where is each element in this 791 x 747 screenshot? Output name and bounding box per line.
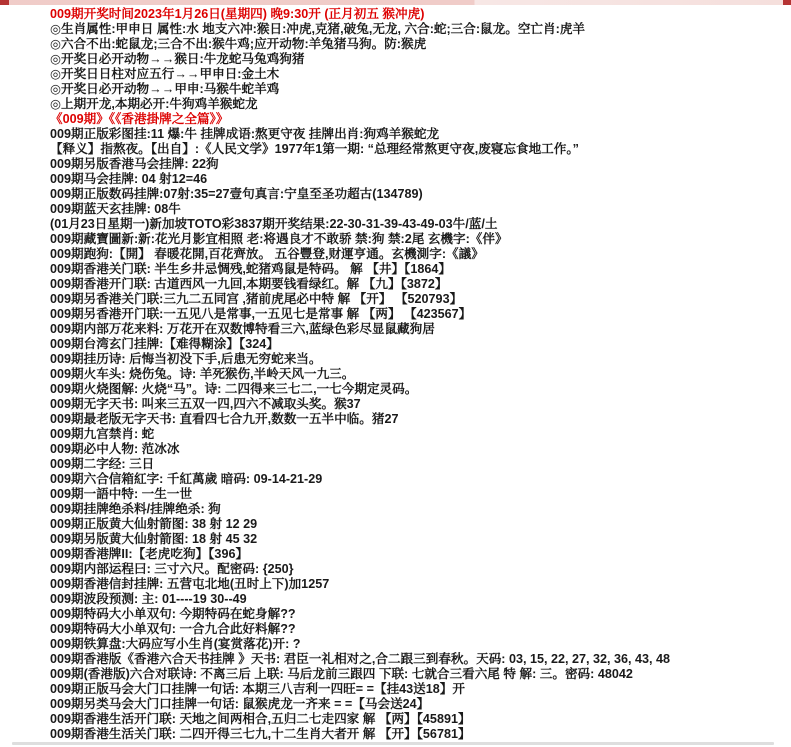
text-line-14: 009期蓝天玄挂牌: 08牛 xyxy=(50,202,181,216)
text-line-31: 009期二字经: 三日 xyxy=(50,457,155,471)
text-line-49: 009期香港生活关门联: 二四开得三七九,十二生肖大者开 解 【开】【56781】 xyxy=(50,727,471,741)
text-line-22: 009期内部万花来料: 万花开在双数博特看三六,蓝绿色彩尽显鼠藏狗居 xyxy=(50,322,435,336)
text-line-9: 009期正版彩图挂:11 爆:牛 挂牌成语:熬更守夜 挂牌出肖:狗鸡羊猴蛇龙 xyxy=(50,127,440,141)
text-line-13: 009期正版数码挂牌:07射:35=27壹句真言:宁皇至圣功超古(134789) xyxy=(50,187,423,201)
text-line-16: 009期藏寶圖新:新:花光月影宜相照 老:将遇良才不敢骄 禁:狗 禁:2尾 玄機字:《伴》 xyxy=(50,232,508,246)
text-line-19: 009期香港开门联: 古道西风一九回,本期要钱看绿红。解 【九】【3872】 xyxy=(50,277,448,291)
bottom-divider xyxy=(12,742,774,745)
text-line-21: 009期另香港开门联:一五见八是常事,一五见七是常事 解 【两】 【423567】 xyxy=(50,307,472,321)
text-line-39: 009期香港信封挂牌: 五营屯北地(丑时上下)加1257 xyxy=(50,577,330,591)
text-line-46: 009期正版马会大门口挂牌一句话: 本期三八吉利一四旺= =【挂43送18】开 xyxy=(50,682,465,696)
text-line-33: 009期一語中特: 一生一世 xyxy=(50,487,193,501)
text-line-25: 009期火车头: 烧伤兔。诗: 羊死猴伤,半岭天风一九三。 xyxy=(50,367,355,381)
text-line-5: ◎开奖日日柱对应五行→→甲申日:金土木 xyxy=(50,67,280,81)
text-line-32: 009期六合信箱紅字: 千紅萬歲 暗码: 09-14-21-29 xyxy=(50,472,323,486)
text-line-26: 009期火烧图解: 火烧“马”。诗: 二四得来三七二,一七今期定灵码。 xyxy=(50,382,418,396)
text-line-17: 009期跑狗:【開】 春暖花開,百花齊放。 五谷豐登,财運亨通。玄機測字:《議》 xyxy=(50,247,484,261)
text-line-1: 009期开奖时间2023年1月26日(星期四) 晚9:30开 (正月初五 猴冲虎) xyxy=(50,7,425,21)
text-line-47: 009期另类马会大门口挂牌一句话: 鼠猴虎龙一齐来 = =【马会送24】 xyxy=(50,697,430,711)
text-line-8: 《009期》《《香港掛牌之全篇》》 xyxy=(50,112,229,126)
text-line-7: ◎上期开龙,本期必开:牛狗鸡羊猴蛇龙 xyxy=(50,97,258,111)
text-line-12: 009期马会挂牌: 04 射12=46 xyxy=(50,172,208,186)
text-line-18: 009期香港关门联: 半生乡井忌惆残,蛇猪鸡鼠是特码。 解 【井】【1864】 xyxy=(50,262,451,276)
text-line-6: ◎开奖日必开动物→→甲申:马猴牛蛇羊鸡 xyxy=(50,82,280,96)
text-line-30: 009期必中人物: 范冰冰 xyxy=(50,442,180,456)
text-line-23: 009期台湾玄门挂牌:【难得糊涂】【324】 xyxy=(50,337,279,351)
text-line-35: 009期正版黄大仙射箭图: 38 射 12 29 xyxy=(50,517,258,531)
text-line-48: 009期香港生活开门联: 天地之间两相合,五归二七走四家 解 【两】【45891】 xyxy=(50,712,471,726)
text-line-28: 009期最老版无字天书: 直看四七合九开,数数一五半中临。猪27 xyxy=(50,412,399,426)
text-line-27: 009期无字天书: 叫来三五双一四,四六不减取头奖。猴37 xyxy=(50,397,361,411)
text-line-40: 009期波段预测: 主: 01----19 30--49 xyxy=(50,592,247,606)
text-line-11: 009期另版香港马会挂牌: 22狗 xyxy=(50,157,219,171)
text-line-37: 009期香港牌II:【老虎吃狗】【396】 xyxy=(50,547,249,561)
text-line-41: 009期特码大小单双句: 今期特码在蛇身解?? xyxy=(50,607,296,621)
text-line-43: 009期铁算盘:大码应写小生肖(宴赏落花)开: ? xyxy=(50,637,301,651)
text-line-3: ◎六合不出:蛇鼠龙;三合不出:猴牛鸡;应开动物:羊兔猪马狗。防:猴虎 xyxy=(50,37,427,51)
text-line-44: 009期香港版《香港六合天书挂牌 》天书: 君臣一礼相对之,合二跟三到春秋。天码: 03, 15, 22, 27, 32, 36, 43, 48 xyxy=(50,652,671,666)
text-line-34: 009期挂牌绝杀料/挂牌绝杀: 狗 xyxy=(50,502,221,516)
text-line-20: 009期另香港关门联:三九二五同宫 ,猪前虎尾必中特 解 【开】 【520793】 xyxy=(50,292,463,306)
text-line-15: (01月23日星期一)新加坡TOTO彩3837期开奖结果:22-30-31-39-43-49-03牛/蓝/土 xyxy=(50,217,498,231)
text-line-42: 009期特码大小单双句: 一合九合此好料解?? xyxy=(50,622,296,636)
text-line-45: 009期(香港版)六合对联诗: 不离三后 上联: 马后龙前三跟四 下联: 七就合三看六尾 特 解: 三。密码: 48042 xyxy=(50,667,633,681)
text-line-38: 009期内部运程曰: 三寸六尺。配密码: {250} xyxy=(50,562,294,576)
text-line-10: 【释义】指熬夜。【出自】:《人民文学》1977年1第一期: “总理经常熬更守夜,废寝忘食地工作。” xyxy=(50,142,579,156)
text-line-4: ◎开奖日必开动物→→猴日:牛龙蛇马兔鸡狗猪 xyxy=(50,52,305,66)
text-line-24: 009期挂历诗: 后悔当初没下手,后患无穷蛇来当。 xyxy=(50,352,322,366)
text-line-36: 009期另版黄大仙射箭图: 18 射 45 32 xyxy=(50,532,258,546)
text-line-2: ◎生肖属性:甲申日 属性:水 地支六冲:猴日:冲虎,克猪,破兔,无龙, 六合:蛇;三合:鼠龙。空亡肖:虎羊 xyxy=(50,22,586,36)
text-line-29: 009期九宫禁肖: 蛇 xyxy=(50,427,155,441)
text-content-area xyxy=(0,5,791,742)
